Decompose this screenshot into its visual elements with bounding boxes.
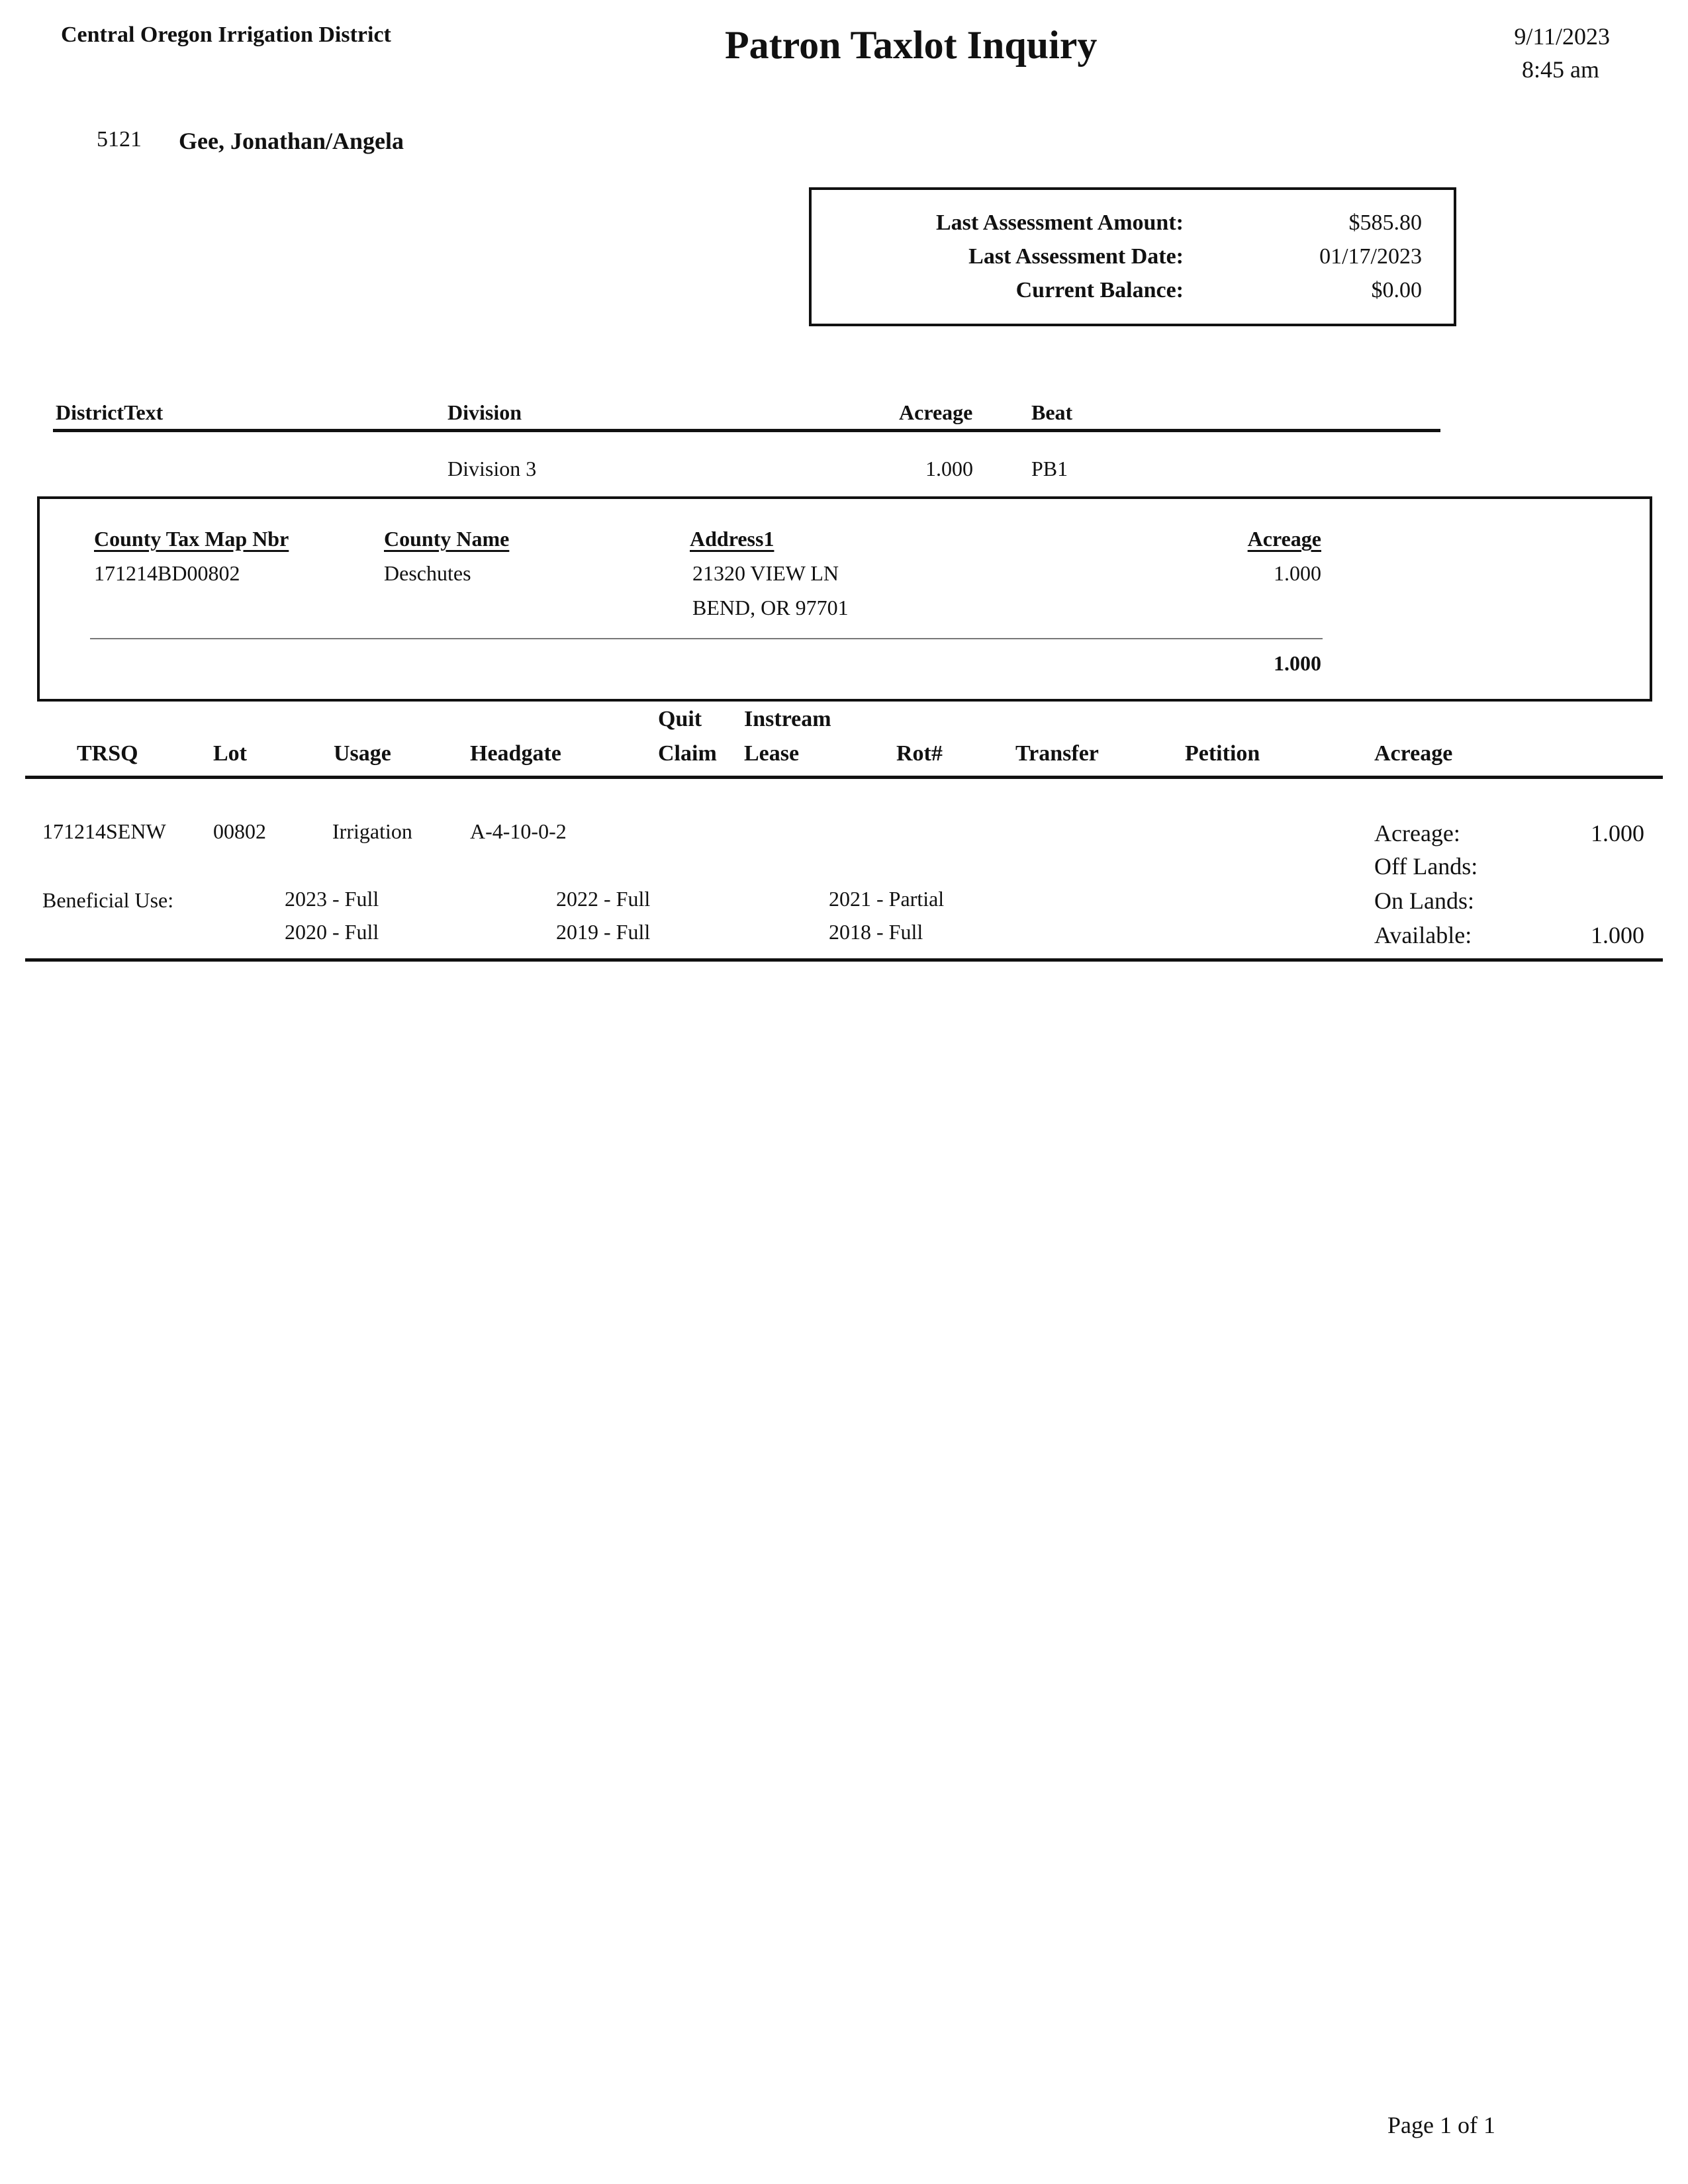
district-division: Division 3: [447, 457, 537, 480]
beneficial-use-label: Beneficial Use:: [42, 888, 174, 912]
address-line-1: 21320 VIEW LN: [692, 561, 839, 585]
col-header-rot: Rot#: [896, 741, 943, 766]
summary-label: Last Assessment Date:: [968, 244, 1184, 269]
patron-name: Gee, Jonathan/Angela: [179, 128, 404, 154]
summary-value: $585.80: [1348, 210, 1422, 235]
headgate-value: A-4-10-0-2: [470, 819, 567, 843]
col-header-county-tax-map: County Tax Map Nbr: [94, 527, 289, 551]
col-header-district-text: DistrictText: [56, 400, 164, 424]
col-header-claim: Claim: [658, 741, 717, 766]
col-header-quit: Quit: [658, 707, 702, 731]
beneficial-use-entry: 2021 - Partial: [829, 887, 945, 911]
acreage-summary-label: Available:: [1374, 922, 1472, 948]
col-header-division: Division: [447, 400, 522, 424]
usage-value: Irrigation: [332, 819, 412, 843]
col-header-trsq: TRSQ: [77, 741, 138, 766]
col-header-beat: Beat: [1031, 400, 1073, 424]
col-header-lease: Lease: [744, 741, 800, 766]
beneficial-use-entry: 2018 - Full: [829, 920, 923, 944]
county-acreage: 1.000: [1274, 561, 1321, 585]
beneficial-use-entry: 2023 - Full: [285, 887, 379, 911]
col-header-usage: Usage: [334, 741, 391, 766]
county-acreage-total: 1.000: [1274, 651, 1321, 675]
report-title: Patron Taxlot Inquiry: [725, 23, 1098, 67]
beneficial-use-entry: 2019 - Full: [556, 920, 651, 944]
report-date: 9/11/2023: [1514, 23, 1610, 50]
col-header-petition: Petition: [1185, 741, 1260, 766]
acreage-summary-value: 1.000: [1591, 820, 1644, 846]
col-header-acreage: Acreage: [899, 400, 973, 424]
page-number: Page 1 of 1: [1387, 2112, 1495, 2138]
beneficial-use-entry: 2022 - Full: [556, 887, 651, 911]
district-header-rule: [53, 429, 1440, 432]
col-header-address: Address1: [690, 527, 774, 551]
trsq-bottom-rule: [25, 958, 1663, 962]
col-header-trsq-acreage: Acreage: [1374, 741, 1453, 766]
county-tax-map-nbr: 171214BD00802: [94, 561, 240, 585]
district-beat: PB1: [1031, 457, 1068, 480]
summary-value: 01/17/2023: [1319, 244, 1422, 269]
acreage-summary-value: 1.000: [1591, 922, 1644, 948]
patron-id: 5121: [97, 127, 142, 152]
address-line-2: BEND, OR 97701: [692, 596, 849, 619]
acreage-summary-label: Acreage:: [1374, 820, 1460, 846]
acreage-summary-label: Off Lands:: [1374, 853, 1478, 880]
county-total-rule: [90, 638, 1323, 639]
col-header-county-name: County Name: [384, 527, 510, 551]
acreage-summary-label: On Lands:: [1374, 887, 1474, 914]
col-header-county-acreage: Acreage: [1247, 527, 1321, 551]
summary-value: $0.00: [1371, 278, 1422, 302]
lot-value: 00802: [213, 819, 266, 843]
district-acreage: 1.000: [925, 457, 973, 480]
trsq-value: 171214SENW: [42, 819, 166, 843]
beneficial-use-entry: 2020 - Full: [285, 920, 379, 944]
col-header-instream: Instream: [744, 707, 831, 731]
summary-label: Last Assessment Amount:: [935, 210, 1184, 235]
col-header-headgate: Headgate: [470, 741, 561, 766]
col-header-lot: Lot: [213, 741, 247, 766]
col-header-transfer: Transfer: [1015, 741, 1099, 766]
trsq-header-rule: [25, 776, 1663, 779]
org-name: Central Oregon Irrigation District: [61, 23, 391, 47]
summary-label: Current Balance:: [1015, 278, 1184, 302]
county-name: Deschutes: [384, 561, 471, 585]
report-time: 8:45 am: [1522, 56, 1599, 83]
